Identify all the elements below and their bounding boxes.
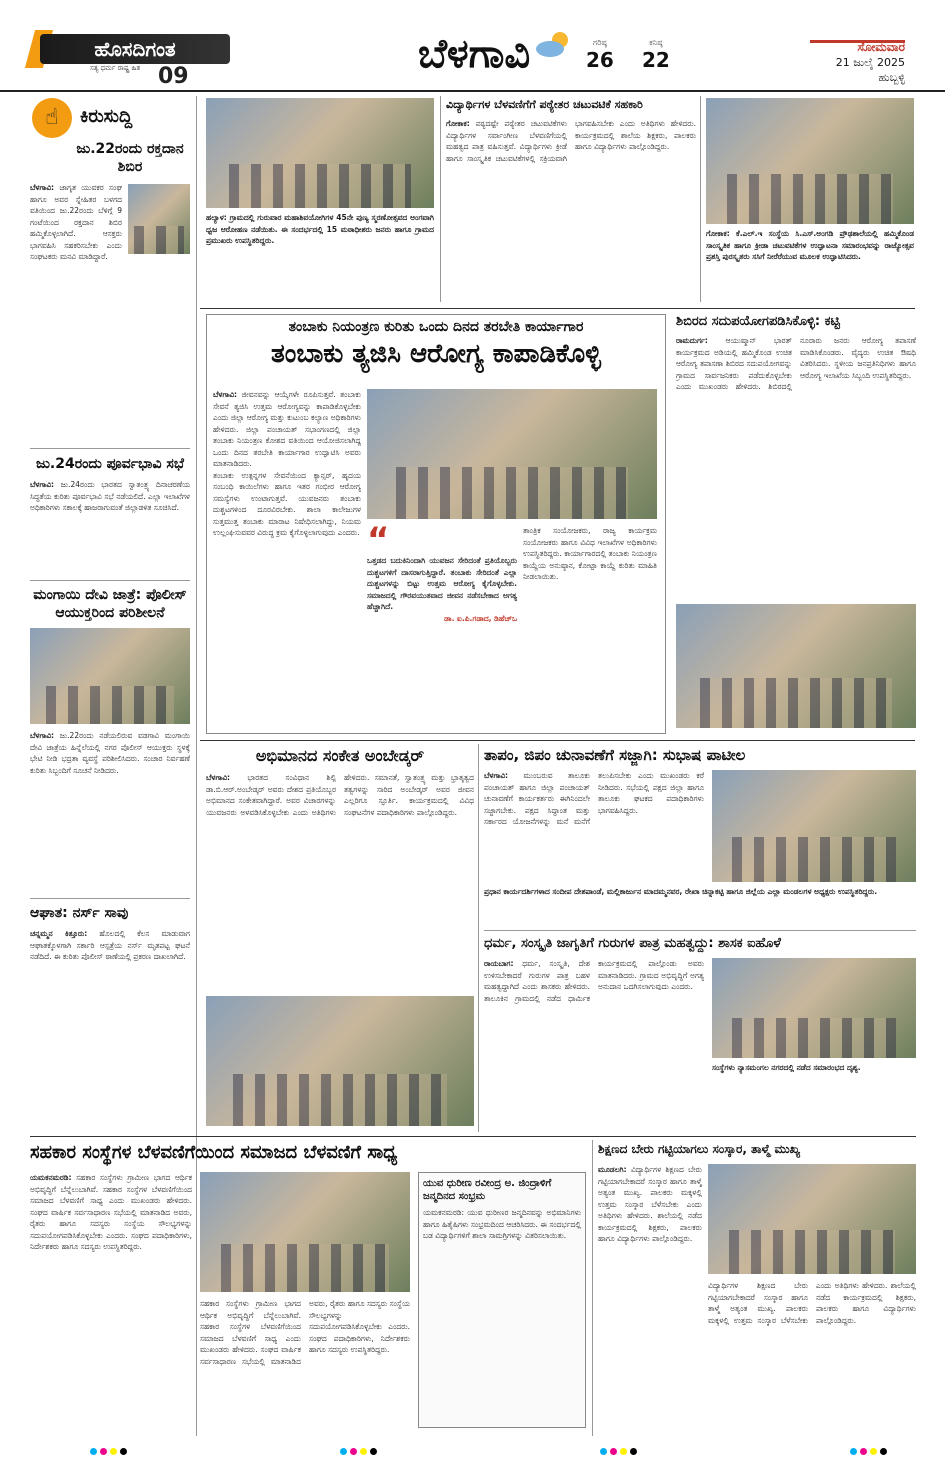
masthead [0,0,945,92]
date-day: ಸೋಮವಾರ [857,40,905,54]
story-divider [484,930,916,931]
story-byline: ಮೂಡಲಗಿ: [598,1165,627,1174]
max-temp-label: ಗರಿಷ್ಠ [592,38,607,47]
brief-divider [30,448,190,449]
brief-text: ಹೊಲದಲ್ಲಿ ಕೆಲಸ ಮಾಡುವಾಗ ಆಘಾತಕ್ಕೊಳಗಾಗಿ ಸರ್ಕಾರಿ ಆಸ್ಪತ್ರೆಯ ನರ್ಸ್ ಮೃತಪಟ್ಟ ಘಟನೆ ನಡೆದಿದೆ. ಈ ಕುರಿತು ಪೊಲೀಸ್ ಠಾಣೆಯಲ್ಲಿ ಪ್ರಕರಣ ದಾಖಲಾಗಿದೆ. [30,929,190,961]
brief-headline: ಜು.24ರಂದು ಪೂರ್ವಭಾವಿ ಸಭೆ [36,456,184,472]
story-text: ಜೀವನವನ್ನು ಆಯ್ಕೆಗಳೇ ರೂಪಿಸುತ್ತವೆ. ತಂಬಾಕು ಸೇವನೆ ತ್ಯಜಿಸಿ ಉತ್ತಮ ಆರೋಗ್ಯವನ್ನು ಕಾಪಾಡಿಕೊಳ್ಳಬೇಕು ಎಂದು ಜಿಲ್ಲಾ ಆರೋಗ್ಯ ಮತ್ತು ಕುಟುಂಬ ಕಲ್ಯಾಣ ಅಧಿಕಾರಿಗಳು ಹೇಳಿದರು. ಜಿಲ್ಲಾ ಪಂಚಾಯತ್ ಸಭಾಂಗಣದಲ್ಲಿ ಜಿಲ್ಲಾ ತಂಬಾಕು ನಿಯಂತ್ರಣ ಕೋಶದ ವತಿಯಿಂದ ಆಯೋಜಿಸಲಾಗಿದ್ದ ಒಂದು ದಿನದ ತರಬೇತಿ ಕಾರ್ಯಾಗಾರ ಉದ್ಘಾಟಿಸಿ ಅವರು ಮಾತನಾಡಿದರು. [213,390,361,468]
brief-headline: ಮಂಗಾಯಿ ದೇವಿ ಜಾತ್ರೆ: ಪೊಲೀಸ್ ಆಯುಕ್ತರಿಂದ ಪರಿಶೀಲನೆ [33,587,187,621]
story-text: ಪಠ್ಯದಷ್ಟೇ ಪಠ್ಯೇತರ ಚಟುವಟಿಕೆಗಳು ವಿದ್ಯಾರ್ಥಿಗಳ ಸರ್ವಾಂಗೀಣ ಬೆಳವಣಿಗೆಯಲ್ಲಿ ಮಹತ್ವದ ಪಾತ್ರ ವಹಿಸುತ್ತವೆ. ವಿದ್ಯಾರ್ಥಿಗಳು ಕ್ರೀಡೆ ಹಾಗೂ ಸಾಂಸ್ಕೃತಿಕ ಚಟುವಟಿಕೆಗಳಲ್ಲಿ ಸಕ್ರಿಯವಾಗಿ ಭಾಗವಹಿಸಬೇಕು ಎಂದು ಅತಿಥಿಗಳು ಹೇಳಿದರು. ಕಾರ್ಯಕ್ರಮದಲ್ಲಿ ಶಾಲೆಯ ಶಿಕ್ಷಕರು, ಪಾಲಕರು ಹಾಗೂ ವಿದ್ಯಾರ್ಥಿಗಳು ಪಾಲ್ಗೊಂಡಿದ್ದರು. [446,119,696,163]
story-body-cont: ಸಹಕಾರ ಸಂಸ್ಥೆಗಳು ಗ್ರಾಮೀಣ ಭಾಗದ ಆರ್ಥಿಕ ಅಭಿವೃದ್ಧಿಗೆ ಬೆನ್ನೆಲುಬಾಗಿವೆ. ಸಹಕಾರ ಸಂಸ್ಥೆಗಳ ಬೆಳವಣಿಗೆಯಿಂದ ಸಮಾಜದ ಬೆಳವಣಿಗೆ ಸಾಧ್ಯ ಎಂದು ಮುಖಂಡರು ಹೇಳಿದರು. ಸಂಘದ ವಾರ್ಷಿಕ ಸರ್ವಸಾಧಾರಣ ಸಭೆಯಲ್ಲಿ ಮಾತನಾಡಿದ ಅವರು, ರೈತರು ಹಾಗೂ ಸದಸ್ಯರು ಸಂಸ್ಥೆಯ ಸೌಲಭ್ಯಗಳನ್ನು ಸದುಪಯೋಗಪಡಿಸಿಕೊಳ್ಳಬೇಕು ಎಂದರು. ಸಂಘದ ಪದಾಧಿಕಾರಿಗಳು, ನಿರ್ದೇಶಕರು ಹಾಗೂ ಸದಸ್ಯರು ಉಪಸ್ಥಿತರಿದ್ದರು. [200,1299,410,1366]
story-headline: ವಿದ್ಯಾರ್ಥಿಗಳ ಬೆಳವಣಿಗೆಗೆ ಪಠ್ಯೇತರ ಚಟುವಟಿಕೆ ಸಹಕಾರಿ [446,98,643,111]
row-divider [200,308,915,309]
story-gokak-students [446,98,696,304]
story-body [676,335,916,595]
brief-byline: ಬೆಳಗಾವಿ: [30,183,55,192]
logo-tagline: ಸತ್ಯ ಧರ್ಮ ರಾಷ್ಟ್ರ ಹಿತ [90,64,141,72]
story-text: ತಂಬಾಕು ಉತ್ಪನ್ನಗಳ ಸೇವನೆಯಿಂದ ಕ್ಯಾನ್ಸರ್, ಹೃದಯ ಸಂಬಂಧಿ ಕಾಯಿಲೆಗಳು ಹಾಗೂ ಇತರ ಗಂಭೀರ ಆರೋಗ್ಯ ಸಮಸ್ಯೆಗಳು ಉಂಟಾಗುತ್ತವೆ. ಯುವಜನರು ತಂಬಾಕು ದುಶ್ಚಟಗಳಿಂದ ದೂರವಿರಬೇಕು. ಶಾಲಾ ಕಾಲೇಜುಗಳ ಸುತ್ತಮುತ್ತ ತಂಬಾಕು ಮಾರಾಟ ನಿಷೇಧಿಸಲಾಗಿದ್ದು, ನಿಯಮ ಉಲ್ಲಂಘಿಸುವವರ ವಿರುದ್ಧ ಕ್ರಮ ಕೈಗೊಳ್ಳಲಾಗುವುದು ಎಂದರು. [213,470,361,537]
photo-caption: ಗೋಕಾಕ: ಕೆ.ಎಲ್.ಇ ಸಂಸ್ಥೆಯ ಸಿ.ಎಸ್.ಅಂಗಡಿ ಪ್ರೌಢಶಾಲೆಯಲ್ಲಿ ಹಮ್ಮಿಕೊಂಡ ಸಾಂಸ್ಕೃತಿಕ ಹಾಗೂ ಕ್ರೀಡಾ ಚಟುವಟಿಕೆಗಳ ಉದ್ಘಾಟನಾ ಸಮಾರಂಭವನ್ನು ರಾಜ್ಯೋತ್ಸವ ಪ್ರಶಸ್ತಿ ಪುರಸ್ಕೃತರು ಸಸಿಗೆ ನೀರೆರೆಯುವ ಮೂಲಕ ಉದ್ಘಾಟಿಸಿದರು. [706,229,914,261]
magenta-mark [350,1448,357,1455]
story-text: ಸಹಕಾರ ಸಂಸ್ಥೆಗಳು ಗ್ರಾಮೀಣ ಭಾಗದ ಆರ್ಥಿಕ ಅಭಿವೃದ್ಧಿಗೆ ಬೆನ್ನೆಲುಬಾಗಿವೆ. ಸಹಕಾರ ಸಂಸ್ಥೆಗಳ ಬೆಳವಣಿಗೆಯಿಂದ ಸಮಾಜದ ಬೆಳವಣಿಗೆ ಸಾಧ್ಯ ಎಂದು ಮುಖಂಡರು ಹೇಳಿದರು. ಸಂಘದ ವಾರ್ಷಿಕ ಸರ್ವಸಾಧಾರಣ ಸಭೆಯಲ್ಲಿ ಮಾತನಾಡಿದ ಅವರು, ರೈತರು ಹಾಗೂ ಸದಸ್ಯರು ಸಂಸ್ಥೆಯ ಸೌಲಭ್ಯಗಳನ್ನು ಸದುಪಯೋಗಪಡಿಸಿಕೊಳ್ಳಬೇಕು ಎಂದರು. ಸಂಘದ ಪದಾಧಿಕಾರಿಗಳು, ನಿರ್ದೇಶಕರು ಹಾಗೂ ಸದಸ್ಯರು ಉಪಸ್ಥಿತರಿದ್ದರು. [30,1173,192,1251]
story-kicker: ತಂಬಾಕು ನಿಯಂತ್ರಣ ಕುರಿತು ಒಂದು ದಿನದ ತರಬೇತಿ ಕಾರ್ಯಾಗಾರ [288,319,584,335]
flag-hoisting-photo [206,98,434,208]
max-temp-value: 26 [586,48,614,72]
row-divider [30,1136,916,1137]
story-education [598,1142,916,1432]
story-tobacco [206,314,666,734]
story-body [484,770,704,880]
magenta-mark [610,1448,617,1455]
photo-caption: ಹಲ್ಯಾಳ: ಗ್ರಾಮದಲ್ಲಿ ಗುರುವಾರ ಮಹಾಶಿವಯೋಗಿಗಳ 45ನೇ ಪುಣ್ಯ ಸ್ಮರಣೋತ್ಸವದ ಅಂಗವಾಗಿ ಧ್ವಜ ಆರೋಹಣ ನಡೆಯಿತು. ಈ ಸಂದರ್ಭದಲ್ಲಿ 15 ಮಠಾಧೀಶರು ಜನರು ಹಾಗೂ ಗ್ರಾಮದ ಪ್ರಮುಖರು ಉಪಸ್ಥಿತರಿದ್ದರು. [206,213,434,245]
story-byline: ರಾಮದುರ್ಗ: [676,336,708,345]
cyan-mark [340,1448,347,1455]
yellow-mark [110,1448,117,1455]
story-election [484,746,916,926]
brief-1 [30,140,190,440]
date-city: ಹುಬ್ಬಳ್ಳಿ [878,71,905,84]
story-headline: ಅಭಿಮಾನದ ಸಂಕೇತ ಅಂಬೇಡ್ಕರ್ [255,746,425,765]
brief-headline: ಆಘಾತ: ನರ್ಸ್ ಸಾವು [30,905,129,921]
min-temp-value: 22 [642,48,670,72]
story-halyal [206,98,434,308]
cooperative-meeting-photo [200,1172,410,1292]
quote-text: ಒತ್ತಡದ ಬದುಕಿನಿಂದಾಗಿ ಯುವಜನ ಸೇರಿದಂತೆ ಪ್ರತಿಯೊಬ್ಬರು ದುಶ್ಚಟಗಳಿಗೆ ದಾಸರಾಗುತ್ತಿದ್ದಾರೆ. ತಂಬಾಕು ಸೇರಿದಂತೆ ಎಲ್ಲಾ ದುಶ್ಚಟಗಳನ್ನು ಬಿಟ್ಟು ಉತ್ತಮ ಆರೋಗ್ಯ ಕೈಗೊಳ್ಳಬೇಕು. ಸಮಾಜದಲ್ಲಿ ಗೌರವಯುತವಾದ ಜೀವನ ನಡೆಸಬೇಕಾದ ಅಗತ್ಯ ಹೆಚ್ಚಾಗಿದೆ. [367,556,517,611]
story-text: ಧರ್ಮ, ಸಂಸ್ಕೃತಿ, ದೇಶ ಉಳಿಸಬೇಕಾದರೆ ಗುರುಗಳ ಪಾತ್ರ ಬಹಳ ಮಹತ್ವದ್ದಾಗಿದೆ ಎಂದು ಶಾಸಕರು ಹೇಳಿದರು. ತಾಲೂಕಿನ ಗ್ರಾಮದಲ್ಲಿ ನಡೆದ ಧಾರ್ಮಿಕ ಕಾರ್ಯಕ್ರಮದಲ್ಲಿ ಪಾಲ್ಗೊಂಡು ಅವರು ಮಾತನಾಡಿದರು. ಗ್ರಾಮದ ಅಭಿವೃದ್ಧಿಗೆ ಅಗತ್ಯ ಅನುದಾನ ಒದಗಿಸಲಾಗುವುದು ಎಂದರು. [484,959,704,1003]
brief-headline: ಜು.22ರಂದು ರಕ್ತದಾನ ಶಿಬಿರ [76,141,184,175]
story-body [30,1172,192,1428]
date-box [836,40,905,85]
story-body [206,772,474,992]
min-temp-label: ಕನಿಷ್ಠ [649,38,663,47]
story-byline: ಯಮಕನಮರಡಿ: [30,1173,72,1182]
brief-divider [30,580,190,581]
story-text: ಆಯುಷ್ಮಾನ್ ಭಾರತ್ ಕಾರ್ಯಕ್ರಮದ ಅಡಿಯಲ್ಲಿ ಹಮ್ಮಿಕೊಂಡ ಉಚಿತ ಆರೋಗ್ಯ ತಪಾಸಣಾ ಶಿಬಿರದ ಸದುಪಯೋಗವನ್ನು ಗ್ರಾಮದ ಸಾರ್ವಜನಿಕರು ಪಡೆದುಕೊಳ್ಳಬೇಕು ಎಂದು ಮುಖಂಡರು ಹೇಳಿದರು. ಶಿಬಿರದಲ್ಲಿ ನೂರಾರು ಜನರು ಆರೋಗ್ಯ ತಪಾಸಣೆ ಮಾಡಿಸಿಕೊಂಡರು. ವೈದ್ಯರು ಉಚಿತ ಔಷಧಿ ವಿತರಿಸಿದರು. ಸ್ಥಳೀಯ ಜನಪ್ರತಿನಿಧಿಗಳು ಹಾಗೂ ಆರೋಗ್ಯ ಇಲಾಖೆಯ ಸಿಬ್ಬಂದಿ ಉಪಸ್ಥಿತರಿದ್ದರು. [676,336,916,391]
portrait-photo [128,184,190,254]
registration-marks [340,1440,380,1450]
magenta-mark [100,1448,107,1455]
brief-body [30,928,190,963]
story-text: ವಿದ್ಯಾರ್ಥಿಗಳ ಶಿಕ್ಷಣದ ಬೇರು ಗಟ್ಟಿಯಾಗಬೇಕಾದರೆ ಸಂಸ್ಕಾರ ಹಾಗೂ ತಾಳ್ಮೆ ಅತ್ಯಂತ ಮುಖ್ಯ. ಪಾಲಕರು ಮಕ್ಕಳಲ್ಲಿ ಉತ್ತಮ ಸಂಸ್ಕಾರ ಬೆಳೆಸಬೇಕು ಎಂದು ಅತಿಥಿಗಳು ಹೇಳಿದರು. ಶಾಲೆಯಲ್ಲಿ ನಡೆದ ಕಾರ್ಯಕ್ರಮದಲ್ಲಿ ಶಿಕ್ಷಕರು, ಪಾಲಕರು ಹಾಗೂ ವಿದ್ಯಾರ್ಥಿಗಳು ಪಾಲ್ಗೊಂಡಿದ್ದರು. [598,1165,702,1243]
brief-body [30,730,190,776]
brief-text: ಜು.24ರಂದು ಭಾರತದ ಸ್ವಾತಂತ್ರ್ಯ ದಿನಾಚರಣೆಯ ಸಿದ್ಧತೆಯ ಕುರಿತು ಪೂರ್ವಭಾವಿ ಸಭೆ ನಡೆಯಲಿದೆ. ಎಲ್ಲಾ ಇಲಾಖೆಗಳ ಅಧಿಕಾರಿಗಳು ಸಕಾಲಕ್ಕೆ ಹಾಜರಾಗುವಂತೆ ಜಿಲ್ಲಾಡಳಿತ ಸೂಚಿಸಿದೆ. [30,480,190,512]
brief-text: ಜಾಗೃತ ಯುವಕರ ಸಂಘ ಹಾಗೂ ಅವರ ಸ್ನೇಹಿತರ ಬಳಗದ ವತಿಯಿಂದ ಜು.22ರಂದು ಬೆಳಿಗ್ಗೆ 9 ಗಂಟೆಯಿಂದ ರಕ್ತದಾನ ಶಿಬಿರ ಹಮ್ಮಿಕೊಳ್ಳಲಾಗಿದೆ. ಆಸಕ್ತರು ಭಾಗವಹಿಸಿ ಸಹಕರಿಸಬೇಕು ಎಂದು ಸಂಘಟಕರು ಮನವಿ ಮಾಡಿದ್ದಾರೆ. [30,183,122,261]
police-inspection-photo [30,628,190,724]
story-religion [484,936,916,1130]
black-mark [630,1448,637,1455]
school-event-photo [706,98,914,224]
brief-3 [30,586,190,894]
workshop-photo [367,389,657,519]
story-byline: ರಾಯಬಾಗ: [484,959,514,968]
birthday-box [418,1172,586,1428]
min-temp-box [642,38,670,72]
religious-event-photo [712,958,916,1058]
yellow-mark [620,1448,627,1455]
story-camp [676,314,916,734]
brief-body [30,479,190,514]
registration-marks [90,1440,130,1450]
column-rule [592,1140,593,1436]
story-ambedkar [206,746,474,1130]
brief-byline: ಬೆಳಗಾವಿ: [30,731,55,740]
photo-caption: ಸಂಸ್ಥೆಗಳು ನ್ಯಾಸಮಂಗಲ ನಗರದಲ್ಲಿ ನಡೆದ ಸಮಾರಂಭದ ದೃಶ್ಯ. [712,1063,861,1072]
story-body [484,958,704,1128]
school-function-photo [708,1164,916,1274]
story-byline: ಬೆಳಗಾವಿ: [206,773,231,782]
row-divider [200,740,915,741]
party-meeting-photo [712,770,916,882]
story-headline: ಧರ್ಮ, ಸಂಸ್ಕೃತಿ ಜಾಗೃತಿಗೆ ಗುರುಗಳ ಪಾತ್ರ ಮಹತ್ವದ್ದು: ಶಾಸಕ ಐಹೊಳೆ [484,936,781,951]
brief-text: ಜು.22ರಂದು ನಡೆಯಲಿರುವ ವಡಗಾವಿ ಮಂಗಾಯಿ ದೇವಿ ಜಾತ್ರೆಯ ಹಿನ್ನೆಲೆಯಲ್ಲಿ ನಗರ ಪೊಲೀಸ್ ಆಯುಕ್ತರು ಸ್ಥಳಕ್ಕೆ ಭೇಟಿ ನೀಡಿ ಭದ್ರತಾ ವ್ಯವಸ್ಥೆ ಪರಿಶೀಲಿಸಿದರು. ಸಂಚಾರ ನಿರ್ವಹಣೆ ಕುರಿತು ಸಿಬ್ಬಂದಿಗೆ ಸೂಚನೆ ನೀಡಿದರು. [30,731,190,775]
black-mark [120,1448,127,1455]
brief-byline: ಬೆಳಗಾವಿ: [30,480,55,489]
kirusuddi-title: ಕಿರುಸುದ್ದಿ [80,106,133,127]
brief-2 [30,455,190,575]
story-text: ಮುಂಬರುವ ತಾಲೂಕು ಪಂಚಾಯತ್ ಹಾಗೂ ಜಿಲ್ಲಾ ಪಂಚಾಯತ್ ಚುನಾವಣೆಗೆ ಕಾರ್ಯಕರ್ತರು ಈಗಿನಿಂದಲೇ ಸಜ್ಜಾಗಬೇಕು. ಪಕ್ಷದ ಸಿದ್ಧಾಂತ ಮತ್ತು ಸರ್ಕಾರದ ಯೋಜನೆಗಳನ್ನು ಮನೆ ಮನೆಗೆ ತಲುಪಿಸಬೇಕು ಎಂದು ಮುಖಂಡರು ಕರೆ ನೀಡಿದರು. ಸಭೆಯಲ್ಲಿ ಪಕ್ಷದ ಜಿಲ್ಲಾ ಹಾಗೂ ತಾಲೂಕು ಘಟಕದ ಪದಾಧಿಕಾರಿಗಳು ಭಾಗವಹಿಸಿದ್ದರು. [484,771,704,826]
registration-marks [600,1440,640,1450]
story-body-cont: ವಿದ್ಯಾರ್ಥಿಗಳ ಶಿಕ್ಷಣದ ಬೇರು ಗಟ್ಟಿಯಾಗಬೇಕಾದರೆ ಸಂಸ್ಕಾರ ಹಾಗೂ ತಾಳ್ಮೆ ಅತ್ಯಂತ ಮುಖ್ಯ. ಪಾಲಕರು ಮಕ್ಕಳಲ್ಲಿ ಉತ್ತಮ ಸಂಸ್ಕಾರ ಬೆಳೆಸಬೇಕು ಎಂದು ಅತಿಥಿಗಳು ಹೇಳಿದರು. ಶಾಲೆಯಲ್ಲಿ ನಡೆದ ಕಾರ್ಯಕ್ರಮದಲ್ಲಿ ಶಿಕ್ಷಕರು, ಪಾಲಕರು ಹಾಗೂ ವಿದ್ಯಾರ್ಥಿಗಳು ಪಾಲ್ಗೊಂಡಿದ್ದರು. [708,1281,916,1325]
story-headline: ಶಿಕ್ಷಣದ ಬೇರು ಗಟ್ಟಿಯಾಗಲು ಸಂಸ್ಕಾರ, ತಾಳ್ಮೆ ಮುಖ್ಯ [598,1142,801,1156]
health-camp-photo [676,604,916,728]
box-body: ಯಮಕನಮರಡಿ: ಯುವ ಧುರೀಣರ ಜನ್ಮದಿನವನ್ನು ಅಭಿಮಾನಿಗಳು ಹಾಗೂ ಹಿತೈಷಿಗಳು ಸಂಭ್ರಮದಿಂದ ಆಚರಿಸಿದರು. ಈ ಸಂದರ್ಭದಲ್ಲಿ ಬಡ ವಿದ್ಯಾರ್ಥಿಗಳಿಗೆ ಶಾಲಾ ಸಾಮಗ್ರಿಗಳನ್ನು ವಿತರಿಸಲಾಯಿತು. [423,1208,581,1240]
story-text: ಭಾರತದ ಸಂವಿಧಾನ ಶಿಲ್ಪಿ ಡಾ.ಬಿ.ಆರ್.ಅಂಬೇಡ್ಕರ್ ಅವರು ದೇಶದ ಪ್ರತಿಯೊಬ್ಬರ ಅಭಿಮಾನದ ಸಂಕೇತವಾಗಿದ್ದಾರೆ. ಅವರ ವಿಚಾರಗಳನ್ನು ಯುವಜನರು ಅಳವಡಿಸಿಕೊಳ್ಳಬೇಕು ಎಂದು ಅತಿಥಿಗಳು ಹೇಳಿದರು. ಸಮಾನತೆ, ಸ್ವಾತಂತ್ರ್ಯ ಮತ್ತು ಭ್ರಾತೃತ್ವದ ತತ್ವಗಳನ್ನು ಸಾರಿದ ಅಂಬೇಡ್ಕರ್ ಅವರ ಜೀವನ ಎಲ್ಲರಿಗೂ ಸ್ಫೂರ್ತಿ. ಕಾರ್ಯಕ್ರಮದಲ್ಲಿ ವಿವಿಧ ಸಂಘಟನೆಗಳ ಪದಾಧಿಕಾರಿಗಳು ಪಾಲ್ಗೊಂಡಿದ್ದರು. [206,773,474,817]
story-headline: ತಾಪಂ, ಜಿಪಂ ಚುನಾವಣೆಗೆ ಸಜ್ಜಾಗಿ: ಸುಭಾಷ ಪಾಟೀಲ [484,746,746,764]
max-temp-box [586,38,614,72]
brief-body [30,182,122,263]
cyan-mark [600,1448,607,1455]
pull-quote [367,520,517,655]
box-title: ಯುವ ಧುರೀಣ ರವೀಂದ್ರ ಅ. ಜಿಂದ್ರಾಳಿಗೆ ಜನ್ಮದಿನದ ಸಂಭ್ರಮ [423,1178,552,1202]
cyan-mark [90,1448,97,1455]
quote-author: ಡಾ. ಐ.ಪಿ.ಗಡಾದ, ಡಿಹೆಚ್‌ಒ [444,613,517,623]
column-rule [478,744,479,1132]
newspaper-logo: ಹೊಸದಿಗಂತ [40,34,230,64]
registration-marks [850,1440,890,1450]
story-body [446,118,696,164]
brief-4 [30,904,190,1124]
story-byline: ಗೋಕಾಕ: [446,119,470,128]
story-byline: ಬೆಳಗಾವಿ: [484,771,509,780]
story-headline: ಸಹಕಾರ ಸಂಸ್ಥೆಗಳ ಬೆಳವಣಿಗೆಯಿಂದ ಸಮಾಜದ ಬೆಳವಣಿಗೆ ಸಾಧ್ಯ [30,1142,398,1163]
cyan-mark [850,1448,857,1455]
black-mark [370,1448,377,1455]
story-body [598,1164,702,1428]
story-headline: ಶಿಬಿರದ ಸದುಪಯೋಗಪಡಿಸಿಕೊಳ್ಳಿ: ಕಟ್ಟಿ [676,314,840,329]
magenta-mark [860,1448,867,1455]
weather-cloud-sun-icon [534,30,574,58]
page-number: 09 [158,64,189,89]
hand-pointing-icon: ☝ [32,98,72,138]
ambedkar-event-photo [206,996,474,1126]
date-full: 21 ಜುಲೈ 2025 [835,56,905,69]
column-rule [440,96,441,302]
story-body-col3: ತಾಂತ್ರಿಕ ಸಂಯೋಜಕರು, ರಾಜ್ಯ ಕಾರ್ಯಕ್ರಮ ಸಂಯೋಜಕರು ಹಾಗೂ ವಿವಿಧ ಇಲಾಖೆಗಳ ಅಧಿಕಾರಿಗಳು ಉಪಸ್ಥಿತರಿದ್ದರು. ಕಾರ್ಯಾಗಾರದಲ್ಲಿ ತಂಬಾಕು ನಿಯಂತ್ರಣ ಕಾಯ್ದೆಯ ಅನುಷ್ಠಾನ, ಕೋಟ್ಪಾ ಕಾಯ್ದೆ ಕುರಿತು ಮಾಹಿತಿ ನೀಡಲಾಯಿತು. [523,526,657,581]
story-byline: ಬೆಳಗಾವಿ: [213,390,238,399]
black-mark [880,1448,887,1455]
photo-caption: ಪ್ರಧಾನ ಕಾರ್ಯದರ್ಶಿಗಳಾದ ಸಂದೀಪ ದೇಶಪಾಂಡೆ, ಮಲ್ಲಿಕಾರ್ಜುನ ಮಾದಮ್ಮನವರ, ರೇಖಾ ಚಿನ್ನಾಕಟ್ಟಿ ಹಾಗೂ ಜಿಲ್ಲೆಯ ಎಲ್ಲಾ ಮಂಡಲಗಳ ಅಧ್ಯಕ್ಷರು ಉಪಸ್ಥಿತರಿದ್ದರು. [484,887,878,896]
story-gokak-photo [706,98,914,304]
brief-byline: ಚನ್ನಮ್ಮನ ಕಿತ್ತೂರು: [30,929,88,938]
story-cooperative [30,1142,586,1432]
column-rule [700,96,701,302]
edition-title: ಬೆಳಗಾವಿ [418,30,531,77]
quote-icon: “ [367,520,390,560]
yellow-mark [870,1448,877,1455]
yellow-mark [360,1448,367,1455]
story-body-col1 [213,389,361,729]
brief-divider [30,898,190,899]
story-headline: ತಂಬಾಕು ತ್ಯಜಿಸಿ ಆರೋಗ್ಯ ಕಾಪಾಡಿಕೊಳ್ಳಿ [271,339,601,369]
